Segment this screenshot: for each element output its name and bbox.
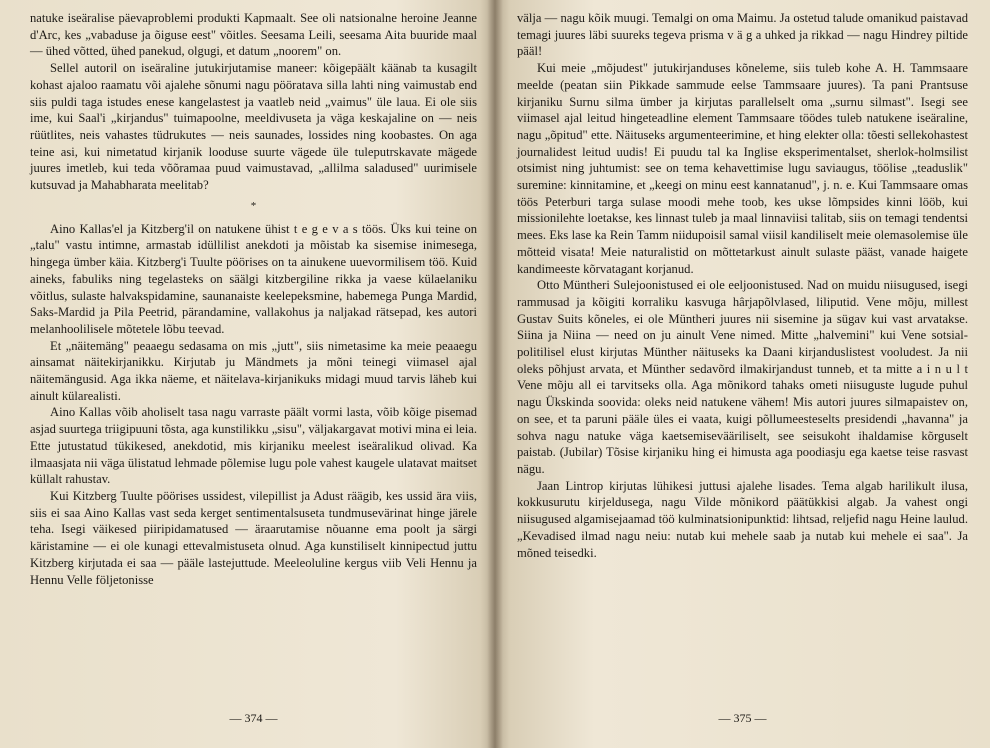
right-page-text: [517, 10, 968, 561]
page-number: — 375 —: [718, 711, 767, 725]
right-page: [495, 0, 990, 748]
paragraph: Kui Kitzberg Tuulte pöörises ussidest, vilepillist ja Adust räägib, kes ussid ära viis, siis ei saa Aino Kallas vast seda kerget sentimentalsuseta tundmusevärinat hinge järele teha. Isegi väikesed piiripidamatused — äraarutamise nõuanne ema poolt ja särgi käristamine — ei ole kunagi ettevalmistuseta olnud. Aga kunstiliselt kinnipectud juttu Kitzberg kirjutada ei saa — pääle lastejuttude. Meeleoluline kergus viib Veli Hennu ja Hennu Velle följetonisse: [30, 488, 477, 587]
left-page-text: [30, 10, 477, 588]
page-number: — 374 —: [229, 711, 278, 725]
paragraph: Sellel autoril on iseäraline jutukirjutamise maneer: kõigepäält käänab ta kusagilt kohast ajaloo raamatu või ajalehe sõnumi nagu pööratava silla lahti ning vaimustab end siis puldi taga istudes enese kangelastest ja vaatleb neid „vaimus" üle laua. Ei ole siis ime, kui Saal'i „kirjandus" tuimapoolne, meeldivuseta ja väga keskajaline on — neis rüütlites, neis vahastes tüdrukutes — neis saunades, lossides ning koobastes. On aga teine asi, kui nimetatud kirjanik looduse suurte vägede üle tuleputrskavate mägede juures imetleb, kui teda võõramaa puud vaimustavad, „allilma saladused" uurimisele kutsuvad ja Mahabharata meelitab?: [30, 61, 477, 193]
paragraph: natuke iseäralise päevaproblemi produkti Kapmaalt. See oli natsionalne heroine Jeanne d'Arc, kes „vabaduse ja õiguse eest" võitles. Seesama Leili, seesama Aita buuride maal — ühed võtted, ühed panekud, olgugi, et datum „noorem" on.: [30, 11, 477, 59]
paragraph: Et „näitemäng" peaaegu sedasama on mis „jutt", siis nimetasime ka meie peaaegu ainsamat näitekirjanikku. Kirjutab ju Mändmets ja mõni teinegi viimasel ajal näitemängusid. Aga ikka näeme, et näitelava-kirjanikuks midagi muud tarvis läheb kui ainult külarealisti.: [30, 338, 477, 403]
paragraph: Aino Kallas võib aholiselt tasa nagu varraste päält vormi lasta, võib kõige pisemad asjad suurtega triigipuuni tõsta, aga kunstilikku „sisu", väljakargavat motivi mina ei leia. Ette jutustatud tükikesed, anekdotid, mis kirjaniku meelest iseäralikud olivad. Ka ilmaasjata nii väga ülistatud lehmade põlemise lugu pole vahest kaugele ulatavat maitset küllalt rahustav.: [30, 405, 477, 487]
paragraph: Kui meie „mõjudest" jutukirjanduses kõneleme, siis tuleb kohe A. H. Tammsaare meelde (peatan siin Pikkade sammude eelse Tammsaare juures). Ta pani Prantsuse kirjaniku Surnu silma ümber ja kirjutas parallelselt oma „surnu silmast". Isegi see viimasel ajal leitud hingeteadline element Tammsaare töödes tuleb natukene iseäraline, nagu „õpitud" ette. Näituseks argumenteerimine, et hing elekter olla: tõesti sellekohastest journalidest leitud uudis! Ei puudu tal ka Inglise eksperimentalset, sherlok-holmsilist otsimist ning juhtumist: see on tema kehavettimise lugu saviaugus, töölise „teaduslik" suremine: kinnitamine, et „keegi on minu eest kannatanud", j. n. e. Kui Tammsaare omas töös Peterburi targa sulase moodi mehe toob, kes ukse lõmpsides kinni lööb, kui missionilehte loetakse, kes linnast tuleb ja maal linnaviisi talitab, siis on temagi tendentsi mees. Eks lase ka Rein Tamm niidupoisil samal viisil kandiliselt meie olemasolemise üle mõtteid visata! Meie naturalistid on mõttetarkust ainult sulaste pääst, vanade haigete kandimeeste kõrvatagant korjanud.: [517, 61, 968, 276]
paragraph: välja — nagu kõik muugi. Temalgi on oma Maimu. Ja ostetud talude omanikud paistavad temagi juures läbi suureks tegeva prisma v ä g a uhked ja rikkad — nagu Hindrey piltide pääl!: [517, 11, 968, 59]
paragraph: Otto Müntheri Sulejoonistused ei ole eeljoonistused. Nad on muidu niisugused, isegi rammusad ja kõigiti korraliku kasvuga hârjapõlvlased, liliputid. Vene mõju, millest Gustav Suits kõneles, ei ole Müntheri juures nii sisemine ja sügav kui vast arvatakse. Siina ja Niina — need on ju ainult Vene nimed. Mitte „halvemini" kui Vene sotsial-politilisel elust kirjutas Münther näituseks ka Daani kirjanduslistest vooludest. Ja nii oleks põhjust arvata, et Münther sedavõrd ilmakirjandust tunneb, et ta mitte a i n u l t Vene mõju all ei tarvitseks olla. Aga mõnikord tahaks ometi niisuguste lugude puhul nagu Ükskinda soovida: oleks neid natukene vähem! Mis autori juures silmapaistev on, on see, et ta paruni pääle üles ei vaata, kuigi põllumeesteselts presidendi „havanna" ja sohva nagu natuke väga kaetsemisevääriliselt, see seisukoht ihaldamise kõrguselt paistab. (Jubilar) Tõsise kirjaniku hing ei himusta aga poodiasju ega kaetse teise rasvast nägu.: [517, 278, 968, 476]
paragraph: Aino Kallas'el ja Kitzberg'il on natukene ühist t e g e v a s töös. Üks kui teine on „talu" vastu intimne, armastab idüllilist anekdoti ja mõistab ka sisemise inimesega, hingega ümber käia. Kitzberg'i Tuulte pöörises on ta ainukene uuevormilisem töö. Kuid aineks, fabuliks ning tegelasteks on säälgi kitzbergiline rikka ja vaese külaelaniku võitlus, sulaste halvakspidamine, saunanaiste keelepeksmine, habemega Punga Mardid, Saks-Mardid ja Pila Peetrid, pärandamine, vallakohus ja naljakad rätsepad, kes autori melanhoolilisele mõtetele lõbu teevad.: [30, 221, 477, 336]
section-separator: *: [250, 199, 257, 212]
paragraph: Jaan Lintrop kirjutas lühikesi juttusi ajalehe lisades. Tema algab harilikult ilusa, kokkusurutu kirjeldusega, nagu Vilde mõnikord päätükkisi algab. Ja vahest ongi niisugused algamisejaamad töö kulminatsionipunktid: lihtsad, reljefid nagu Heine laulud. „Kevadised ilmad nagu neiu: nutab kui mehele saab ja nutab kui mehele ei saa". Ja mõned teisedki.: [517, 478, 968, 560]
